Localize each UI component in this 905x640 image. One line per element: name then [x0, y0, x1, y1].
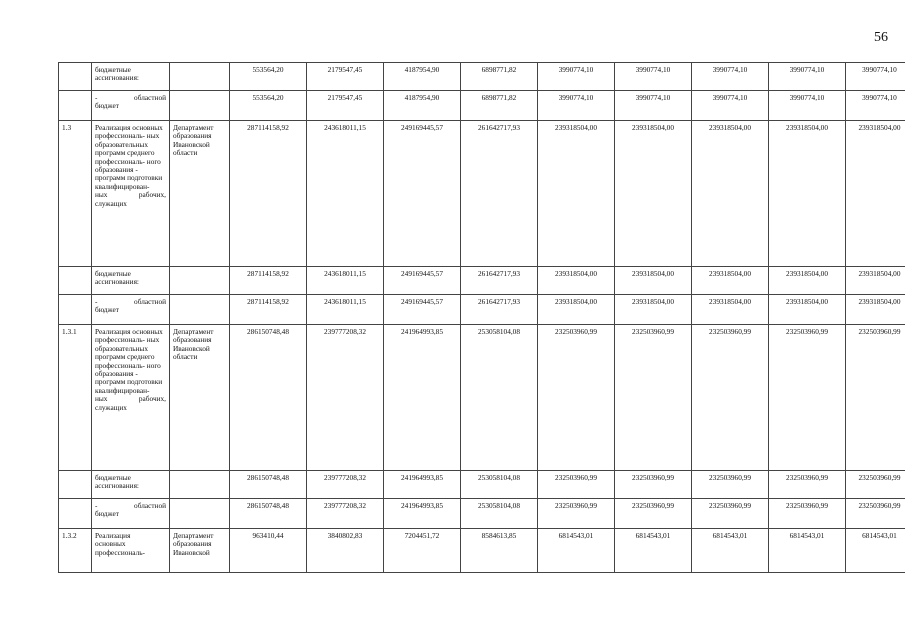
row-name-line: - областной [95, 501, 166, 510]
value-cell: 243618011,15 [307, 267, 384, 295]
row-department: Департамент образования Ивановской области [170, 325, 230, 471]
table-row [59, 325, 905, 471]
value-cell: 239777208,32 [307, 471, 384, 499]
value-cell: 6814543,01 [692, 529, 769, 573]
row-name-line: бюджет [95, 509, 119, 519]
value-cell: 241964993,85 [384, 325, 461, 471]
value-cell: 243618011,15 [307, 121, 384, 267]
row-name [92, 91, 170, 121]
value-cell: 239318504,00 [538, 121, 615, 267]
value-cell: 232503960,99 [538, 471, 615, 499]
value-cell: 239318504,00 [538, 295, 615, 325]
value-cell: 239777208,32 [307, 499, 384, 529]
value-cell: 241964993,85 [384, 471, 461, 499]
value-cell: 232503960,99 [692, 471, 769, 499]
row-index [59, 295, 92, 325]
value-cell: 3840802,83 [307, 529, 384, 573]
value-cell: 239318504,00 [615, 295, 692, 325]
row-name-body: Реализация основных профессиональ- ных образовательных программ среднего профессиональ- ного образования - программ подготовки квалифицирован- [95, 327, 163, 395]
value-cell: 3990774,10 [538, 63, 615, 91]
value-cell: 239318504,00 [769, 267, 846, 295]
value-cell: 232503960,99 [538, 499, 615, 529]
value-cell: 261642717,93 [461, 295, 538, 325]
value-cell: 6814543,01 [846, 529, 905, 573]
row-name-word: рабочих, [138, 394, 166, 404]
row-name [92, 295, 170, 325]
row-index [59, 63, 92, 91]
value-cell: 253058104,08 [461, 325, 538, 471]
table-row [59, 91, 905, 121]
table-row [59, 63, 905, 91]
value-cell: 6814543,01 [615, 529, 692, 573]
row-index [59, 91, 92, 121]
budget-table [58, 62, 905, 573]
value-cell: 261642717,93 [461, 121, 538, 267]
row-name-line: служащих [95, 198, 127, 208]
row-name-line: бюджет [95, 101, 119, 111]
row-department [170, 267, 230, 295]
value-cell: 232503960,99 [846, 499, 905, 529]
value-cell: 553564,20 [230, 91, 307, 121]
value-cell: 249169445,57 [384, 121, 461, 267]
value-cell: 243618011,15 [307, 295, 384, 325]
value-cell: 8584613,85 [461, 529, 538, 573]
value-cell: 239318504,00 [769, 295, 846, 325]
table-row [59, 295, 905, 325]
value-cell: 3990774,10 [846, 63, 905, 91]
value-cell: 232503960,99 [692, 499, 769, 529]
value-cell: 232503960,99 [538, 325, 615, 471]
value-cell: 7204451,72 [384, 529, 461, 573]
value-cell: 239318504,00 [692, 121, 769, 267]
value-cell: 239318504,00 [846, 121, 905, 267]
row-name-word: рабочих, [138, 190, 166, 200]
value-cell: 249169445,57 [384, 267, 461, 295]
table-row [59, 471, 905, 499]
value-cell: 553564,20 [230, 63, 307, 91]
value-cell: 253058104,08 [461, 471, 538, 499]
table-row [59, 529, 905, 573]
row-index [59, 499, 92, 529]
value-cell: 241964993,85 [384, 499, 461, 529]
value-cell: 239318504,00 [615, 267, 692, 295]
value-cell: 232503960,99 [615, 325, 692, 471]
value-cell: 232503960,99 [769, 499, 846, 529]
value-cell: 261642717,93 [461, 267, 538, 295]
value-cell: 6814543,01 [538, 529, 615, 573]
row-index [59, 267, 92, 295]
row-name: Реализация основных профессиональ- [92, 529, 170, 573]
value-cell: 3990774,10 [615, 63, 692, 91]
value-cell: 3990774,10 [769, 91, 846, 121]
value-cell: 253058104,08 [461, 499, 538, 529]
value-cell: 249169445,57 [384, 295, 461, 325]
row-index [59, 471, 92, 499]
value-cell: 3990774,10 [846, 91, 905, 121]
row-department [170, 63, 230, 91]
row-name-body: Реализация основных профессиональ- ных образовательных программ среднего профессиональ- ного образования - программ подготовки квалифицирован- [95, 123, 163, 191]
row-department [170, 295, 230, 325]
value-cell: 286150748,48 [230, 471, 307, 499]
row-name-line: бюджет [95, 305, 119, 315]
value-cell: 286150748,48 [230, 499, 307, 529]
value-cell: 232503960,99 [846, 471, 905, 499]
table-row [59, 267, 905, 295]
value-cell: 2179547,45 [307, 63, 384, 91]
row-name: бюджетные ассигнования: [92, 267, 170, 295]
row-name: бюджетные ассигнования: [92, 63, 170, 91]
row-index: 1.3.1 [59, 325, 92, 471]
value-cell: 287114158,92 [230, 121, 307, 267]
row-index: 1.3 [59, 121, 92, 267]
row-department [170, 91, 230, 121]
value-cell: 239318504,00 [615, 121, 692, 267]
value-cell: 232503960,99 [692, 325, 769, 471]
value-cell: 232503960,99 [615, 499, 692, 529]
value-cell: 232503960,99 [615, 471, 692, 499]
value-cell: 239318504,00 [538, 267, 615, 295]
page-number: 56 [874, 30, 888, 45]
table-row [59, 121, 905, 267]
value-cell: 239318504,00 [846, 295, 905, 325]
value-cell: 3990774,10 [769, 63, 846, 91]
value-cell: 287114158,92 [230, 267, 307, 295]
row-name-line: - областной [95, 297, 166, 306]
value-cell: 963410,44 [230, 529, 307, 573]
row-department: Департамент образования Ивановской [170, 529, 230, 573]
row-name [92, 121, 170, 267]
value-cell: 6814543,01 [769, 529, 846, 573]
value-cell: 3990774,10 [692, 63, 769, 91]
value-cell: 3990774,10 [692, 91, 769, 121]
table-row [59, 499, 905, 529]
value-cell: 3990774,10 [538, 91, 615, 121]
row-name-word: ных [95, 394, 108, 404]
value-cell: 239777208,32 [307, 325, 384, 471]
value-cell: 3990774,10 [615, 91, 692, 121]
row-department: Департамент образования Ивановской области [170, 121, 230, 267]
row-index: 1.3.2 [59, 529, 92, 573]
value-cell: 6898771,82 [461, 91, 538, 121]
row-department [170, 499, 230, 529]
row-name [92, 325, 170, 471]
row-name-word: ных [95, 190, 108, 200]
value-cell: 287114158,92 [230, 295, 307, 325]
row-name-line: служащих [95, 402, 127, 412]
value-cell: 2179547,45 [307, 91, 384, 121]
value-cell: 239318504,00 [846, 267, 905, 295]
value-cell: 6898771,82 [461, 63, 538, 91]
row-department [170, 471, 230, 499]
value-cell: 232503960,99 [846, 325, 905, 471]
row-name-line: - областной [95, 93, 166, 102]
row-name [92, 499, 170, 529]
value-cell: 286150748,48 [230, 325, 307, 471]
value-cell: 232503960,99 [769, 471, 846, 499]
value-cell: 239318504,00 [692, 267, 769, 295]
value-cell: 4187954,90 [384, 91, 461, 121]
value-cell: 4187954,90 [384, 63, 461, 91]
row-name: бюджетные ассигнования: [92, 471, 170, 499]
value-cell: 232503960,99 [769, 325, 846, 471]
value-cell: 239318504,00 [769, 121, 846, 267]
value-cell: 239318504,00 [692, 295, 769, 325]
